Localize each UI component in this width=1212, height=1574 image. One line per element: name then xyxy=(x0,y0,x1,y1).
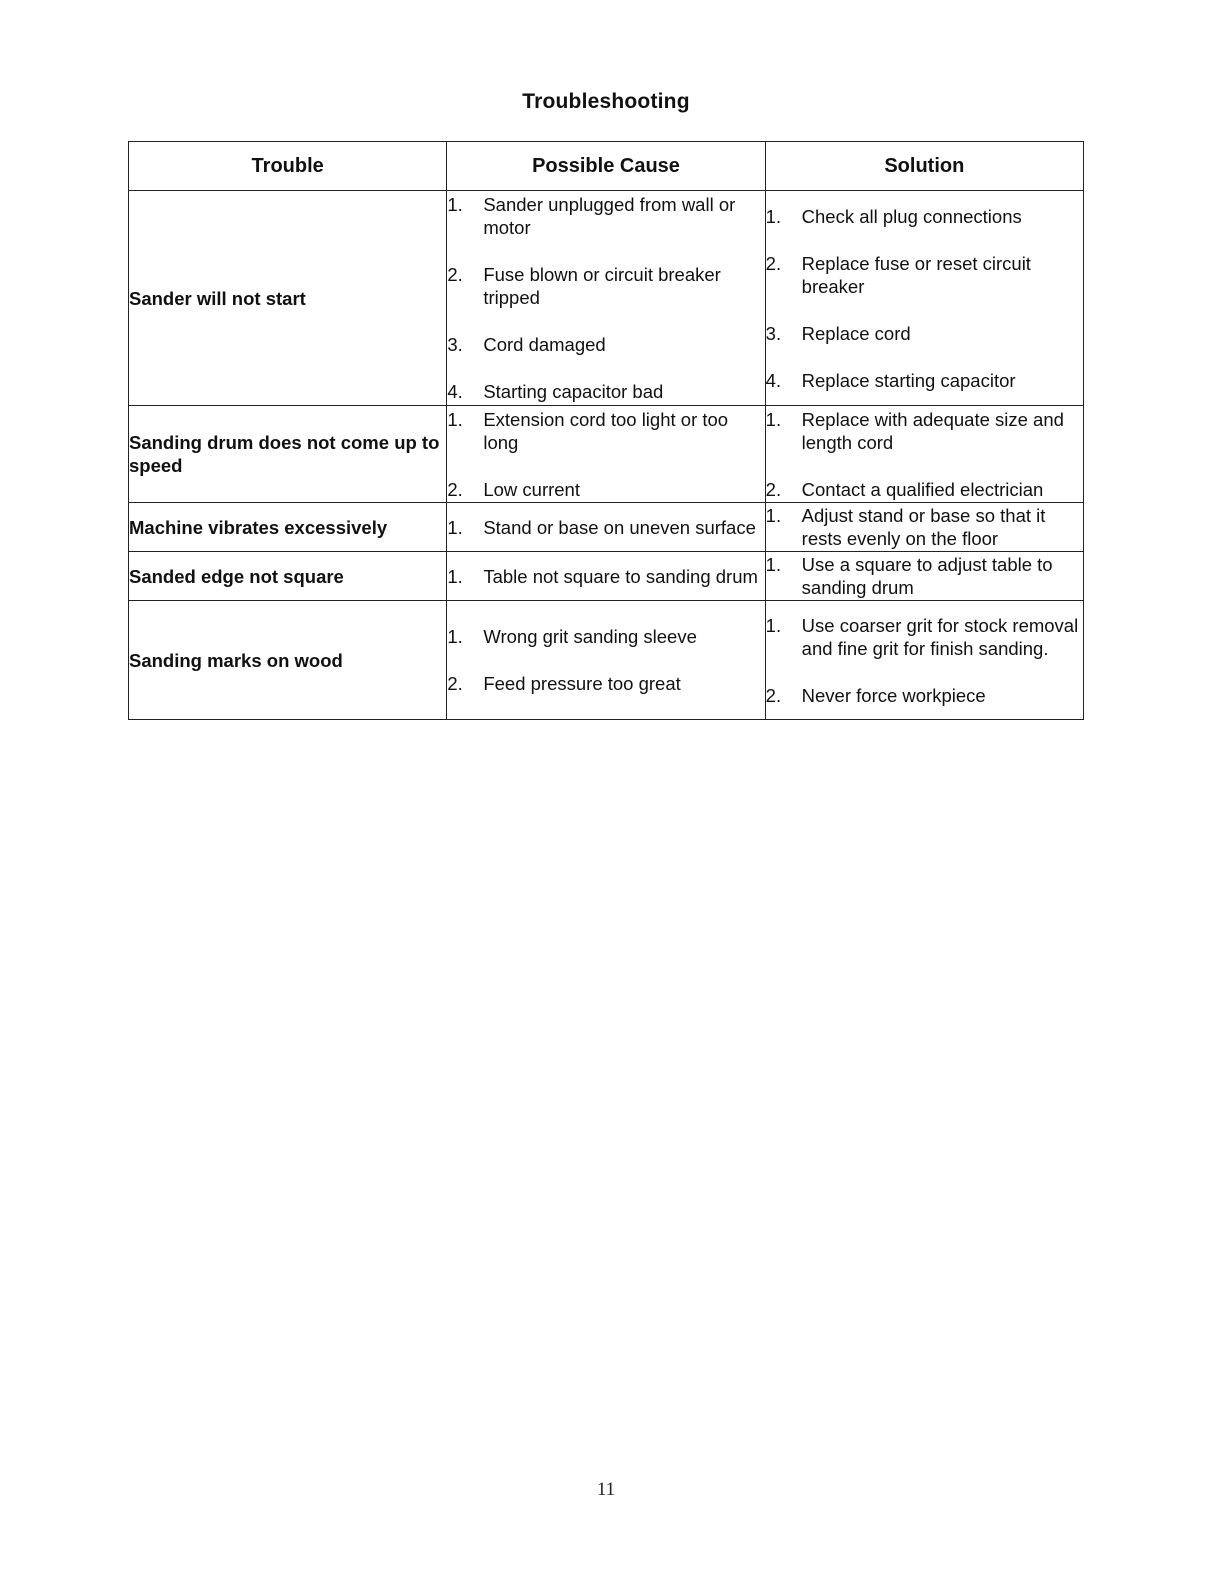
table-row xyxy=(129,503,1084,552)
item-text: Never force workpiece xyxy=(801,684,986,706)
list-item xyxy=(766,322,1083,345)
list-item xyxy=(447,516,764,539)
item-number: 1. xyxy=(447,516,463,538)
trouble-cell: Sanded edge not square xyxy=(129,552,447,601)
cause-cell xyxy=(447,503,765,552)
list-item xyxy=(766,205,1083,228)
item-text: Sander unplugged from wall or motor xyxy=(483,194,736,238)
solution-list xyxy=(766,408,1083,501)
table-row xyxy=(129,552,1084,601)
item-number: 1. xyxy=(765,505,782,526)
item-number: 1. xyxy=(447,565,463,587)
cause-list xyxy=(447,625,764,695)
trouble-cell: Sanding drum does not come up to speed xyxy=(129,406,447,503)
item-number: 2. xyxy=(447,478,463,500)
cause-cell xyxy=(447,552,765,601)
solution-cell xyxy=(765,552,1083,601)
item-text: Check all plug connections xyxy=(801,205,1022,227)
list-item xyxy=(766,684,1083,707)
item-text: Low current xyxy=(483,478,580,500)
item-number: 1. xyxy=(765,554,782,575)
trouble-cell: Sanding marks on wood xyxy=(129,601,447,720)
item-text: Replace starting capacitor xyxy=(801,369,1016,391)
list-item xyxy=(447,672,764,695)
item-text: Contact a qualified electrician xyxy=(801,478,1044,500)
item-number: 1. xyxy=(765,205,782,227)
solution-cell xyxy=(765,601,1083,720)
item-number: 3. xyxy=(765,322,782,344)
item-text: Cord damaged xyxy=(483,334,606,355)
item-text: Fuse blown or circuit breaker tripped xyxy=(483,264,721,308)
solution-cell xyxy=(765,406,1083,503)
cause-cell xyxy=(447,406,765,503)
solution-cell xyxy=(765,191,1083,406)
item-number: 1. xyxy=(447,408,463,430)
item-number: 3. xyxy=(447,334,463,355)
item-text: Wrong grit sanding sleeve xyxy=(483,626,697,647)
list-item xyxy=(766,504,1083,550)
item-number: 2. xyxy=(447,673,463,694)
table-row xyxy=(129,406,1084,503)
page-title: Troubleshooting xyxy=(522,90,690,113)
list-item xyxy=(447,193,764,239)
item-text: Table not square to sanding drum xyxy=(483,565,758,587)
troubleshooting-table xyxy=(128,141,1084,720)
trouble-cell: Sander will not start xyxy=(129,191,447,406)
item-text: Starting capacitor bad xyxy=(483,381,664,402)
list-item xyxy=(766,478,1083,501)
header-trouble: Trouble xyxy=(129,142,447,191)
list-item xyxy=(447,565,764,588)
item-text: Use a square to adjust table to sanding drum xyxy=(801,554,1053,598)
list-item xyxy=(447,625,764,648)
trouble-cell: Machine vibrates excessively xyxy=(129,503,447,552)
item-number: 2. xyxy=(765,252,782,274)
list-item xyxy=(447,408,764,454)
item-text: Use coarser grit for stock removal and fine grit for finish sanding. xyxy=(801,614,1079,659)
item-number: 1. xyxy=(447,626,463,647)
solution-list xyxy=(766,504,1083,550)
item-number: 2. xyxy=(765,684,782,706)
solution-cell xyxy=(765,503,1083,552)
item-number: 4. xyxy=(447,381,463,402)
list-item xyxy=(766,252,1083,298)
item-text: Stand or base on uneven surface xyxy=(483,516,756,538)
table-row xyxy=(129,601,1084,720)
header-row xyxy=(129,142,1084,191)
list-item xyxy=(766,553,1083,599)
solution-list xyxy=(766,614,1083,707)
list-item xyxy=(447,478,764,501)
item-number: 1. xyxy=(765,408,782,430)
item-text: Adjust stand or base so that it rests evenly on the floor xyxy=(801,505,1046,549)
cause-cell xyxy=(447,191,765,406)
cause-cell xyxy=(447,601,765,720)
item-number: 2. xyxy=(765,478,782,500)
item-number: 4. xyxy=(765,369,782,391)
list-item xyxy=(766,369,1083,392)
item-text: Extension cord too light or too long xyxy=(483,408,729,453)
cause-list xyxy=(447,516,764,539)
header-possible-cause: Possible Cause xyxy=(447,142,765,191)
cause-list xyxy=(447,193,764,403)
list-item xyxy=(447,380,764,403)
list-item xyxy=(766,614,1083,660)
header-solution: Solution xyxy=(765,142,1083,191)
item-text: Replace with adequate size and length cord xyxy=(801,408,1064,453)
item-text: Replace cord xyxy=(801,322,911,344)
page-number: 11 xyxy=(596,1479,616,1500)
item-text: Feed pressure too great xyxy=(483,673,681,694)
item-number: 1. xyxy=(447,194,463,215)
solution-list xyxy=(766,205,1083,392)
list-item xyxy=(447,333,764,356)
cause-list xyxy=(447,565,764,588)
item-number: 1. xyxy=(765,614,782,636)
item-text: Replace fuse or reset circuit breaker xyxy=(801,252,1031,297)
table-row xyxy=(129,191,1084,406)
list-item xyxy=(766,408,1083,454)
solution-list xyxy=(766,553,1083,599)
cause-list xyxy=(447,408,764,501)
item-number: 2. xyxy=(447,264,463,285)
list-item xyxy=(447,263,764,309)
